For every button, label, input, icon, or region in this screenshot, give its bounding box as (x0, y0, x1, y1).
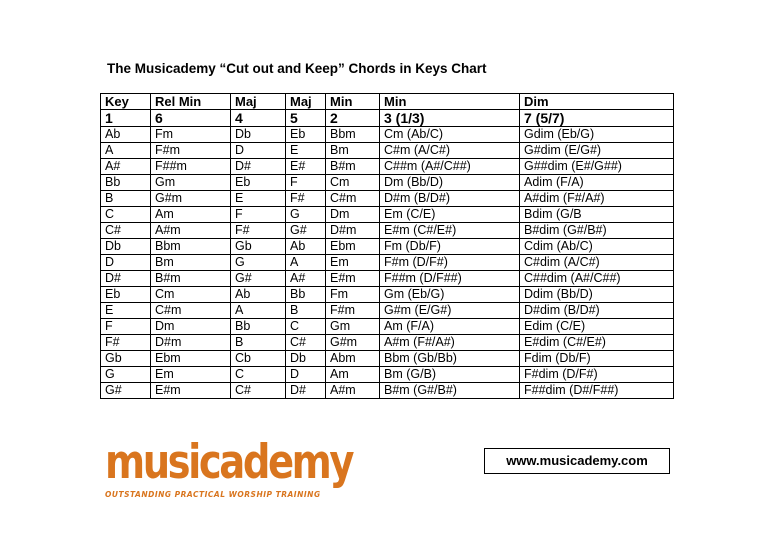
table-cell: E#m (326, 271, 380, 287)
table-cell: A (231, 303, 286, 319)
table-cell: Bm (G/B) (380, 367, 520, 383)
table-cell: Ebm (151, 351, 231, 367)
table-cell: C#m (151, 303, 231, 319)
table-row (101, 255, 674, 271)
table-cell: Abm (326, 351, 380, 367)
table-cell: B (101, 191, 151, 207)
table-cell: G (286, 207, 326, 223)
table-cell: E# (286, 159, 326, 175)
table-cell: 6 (151, 110, 231, 127)
table-cell: C#m (326, 191, 380, 207)
table-row (101, 175, 674, 191)
table-cell: Db (101, 239, 151, 255)
table-cell: Ab (286, 239, 326, 255)
table-cell: F (101, 319, 151, 335)
table-cell: B#dim (G#/B#) (520, 223, 674, 239)
table-cell: D# (231, 159, 286, 175)
table-cell: Ab (101, 127, 151, 143)
table-cell: Cdim (Ab/C) (520, 239, 674, 255)
degree-row (101, 110, 674, 127)
table-cell: F# (286, 191, 326, 207)
table-cell: D#dim (B/D#) (520, 303, 674, 319)
table-cell: D#m (326, 223, 380, 239)
table-cell: Em (326, 255, 380, 271)
table-row (101, 271, 674, 287)
table-cell: A#dim (F#/A#) (520, 191, 674, 207)
table-cell: F (286, 175, 326, 191)
table-cell: C#m (A/C#) (380, 143, 520, 159)
table-cell: F##m (151, 159, 231, 175)
table-cell: E#m (C#/E#) (380, 223, 520, 239)
table-cell: Eb (101, 287, 151, 303)
table-cell: Ab (231, 287, 286, 303)
table-cell: G##dim (E#/G##) (520, 159, 674, 175)
table-cell: Bb (231, 319, 286, 335)
table-cell: Bbm (151, 239, 231, 255)
table-cell: G# (286, 223, 326, 239)
table-row (101, 207, 674, 223)
header-row (101, 94, 674, 110)
table-cell: Fm (Db/F) (380, 239, 520, 255)
table-cell: A# (101, 159, 151, 175)
table-cell: Dim (520, 94, 674, 110)
table-cell: G#m (E/G#) (380, 303, 520, 319)
table-cell: E (101, 303, 151, 319)
table-cell: Bdim (G/B (520, 207, 674, 223)
table-row (101, 303, 674, 319)
table-cell: D (231, 143, 286, 159)
table-cell: Fm (326, 287, 380, 303)
logo-wordmark: musicademy (105, 435, 353, 490)
table-cell: C##m (A#/C##) (380, 159, 520, 175)
logo-tagline: OUTSTANDING PRACTICAL WORSHIP TRAINING (105, 490, 321, 499)
table-cell: Bb (101, 175, 151, 191)
table-cell: Db (231, 127, 286, 143)
table-cell: Cm (Ab/C) (380, 127, 520, 143)
website-url: www.musicademy.com (484, 448, 670, 474)
table-cell: Ddim (Bb/D) (520, 287, 674, 303)
table-cell: Gm (326, 319, 380, 335)
table-cell: Bb (286, 287, 326, 303)
table-cell: G (231, 255, 286, 271)
table-cell: F#m (326, 303, 380, 319)
table-row (101, 287, 674, 303)
table-cell: Key (101, 94, 151, 110)
table-cell: G#dim (E/G#) (520, 143, 674, 159)
table-cell: Eb (231, 175, 286, 191)
table-cell: Fdim (Db/F) (520, 351, 674, 367)
table-cell: 2 (326, 110, 380, 127)
table-cell: F##dim (D#/F##) (520, 383, 674, 399)
table-cell: C##dim (A#/C##) (520, 271, 674, 287)
table-cell: Cb (231, 351, 286, 367)
table-cell: Em (C/E) (380, 207, 520, 223)
table-cell: Am (F/A) (380, 319, 520, 335)
table-cell: Gm (151, 175, 231, 191)
table-row (101, 351, 674, 367)
table-cell: E#m (151, 383, 231, 399)
table-cell: F#m (151, 143, 231, 159)
table-cell: Bbm (326, 127, 380, 143)
table-cell: Adim (F/A) (520, 175, 674, 191)
table-row (101, 143, 674, 159)
table-cell: A#m (F#/A#) (380, 335, 520, 351)
table-cell: Rel Min (151, 94, 231, 110)
table-row (101, 335, 674, 351)
table-cell: Cm (151, 287, 231, 303)
table-cell: Em (151, 367, 231, 383)
table-cell: G# (101, 383, 151, 399)
table-cell: E (286, 143, 326, 159)
table-cell: A# (286, 271, 326, 287)
table-cell: Fm (151, 127, 231, 143)
table-cell: Am (326, 367, 380, 383)
table-row (101, 319, 674, 335)
table-cell: F##m (D/F##) (380, 271, 520, 287)
table-cell: F# (231, 223, 286, 239)
table-cell: D#m (151, 335, 231, 351)
table-cell: Cm (326, 175, 380, 191)
table-cell: 3 (1/3) (380, 110, 520, 127)
table-cell: G# (231, 271, 286, 287)
table-cell: G#m (151, 191, 231, 207)
table-cell: A#m (326, 383, 380, 399)
table-cell: C (101, 207, 151, 223)
table-cell: Gm (Eb/G) (380, 287, 520, 303)
table-cell: C# (101, 223, 151, 239)
table-cell: C (231, 367, 286, 383)
table-cell: F#dim (D/F#) (520, 367, 674, 383)
table-cell: F#m (D/F#) (380, 255, 520, 271)
table-cell: 4 (231, 110, 286, 127)
table-cell: C#dim (A/C#) (520, 255, 674, 271)
table-cell: E#dim (C#/E#) (520, 335, 674, 351)
chart-title: The Musicademy “Cut out and Keep” Chords in Keys Chart (107, 61, 487, 76)
table-cell: D (286, 367, 326, 383)
table-cell: Maj (231, 94, 286, 110)
table-row (101, 223, 674, 239)
table-cell: A#m (151, 223, 231, 239)
table-cell: Min (326, 94, 380, 110)
table-row (101, 239, 674, 255)
table-cell: B#m (151, 271, 231, 287)
table-cell: Dm (326, 207, 380, 223)
table-cell: Dm (151, 319, 231, 335)
table-row (101, 159, 674, 175)
table-cell: B#m (G#/B#) (380, 383, 520, 399)
table-cell: Bm (326, 143, 380, 159)
table-cell: 1 (101, 110, 151, 127)
table-cell: Dm (Bb/D) (380, 175, 520, 191)
table-cell: Am (151, 207, 231, 223)
table-cell: C (286, 319, 326, 335)
table-cell: Eb (286, 127, 326, 143)
musicademy-logo (105, 435, 353, 499)
table-row (101, 367, 674, 383)
table-cell: Min (380, 94, 520, 110)
table-cell: 5 (286, 110, 326, 127)
table-cell: G (101, 367, 151, 383)
table-cell: A (286, 255, 326, 271)
table-cell: Gb (231, 239, 286, 255)
table-cell: 7 (5/7) (520, 110, 674, 127)
table-cell: D (101, 255, 151, 271)
table-cell: F (231, 207, 286, 223)
table-cell: Bm (151, 255, 231, 271)
table-row (101, 127, 674, 143)
table-row (101, 191, 674, 207)
table-cell: B (286, 303, 326, 319)
table-cell: B (231, 335, 286, 351)
table-cell: A (101, 143, 151, 159)
table-cell: Db (286, 351, 326, 367)
table-cell: C# (231, 383, 286, 399)
table-cell: Bbm (Gb/Bb) (380, 351, 520, 367)
table-cell: Gb (101, 351, 151, 367)
table-cell: E (231, 191, 286, 207)
table-row (101, 383, 674, 399)
chords-table (100, 93, 674, 399)
table-cell: C# (286, 335, 326, 351)
table-cell: D# (101, 271, 151, 287)
table-cell: G#m (326, 335, 380, 351)
table-cell: Edim (C/E) (520, 319, 674, 335)
table-cell: D# (286, 383, 326, 399)
table-cell: Gdim (Eb/G) (520, 127, 674, 143)
table-cell: B#m (326, 159, 380, 175)
table-cell: D#m (B/D#) (380, 191, 520, 207)
table-cell: Ebm (326, 239, 380, 255)
table-cell: Maj (286, 94, 326, 110)
table-cell: F# (101, 335, 151, 351)
